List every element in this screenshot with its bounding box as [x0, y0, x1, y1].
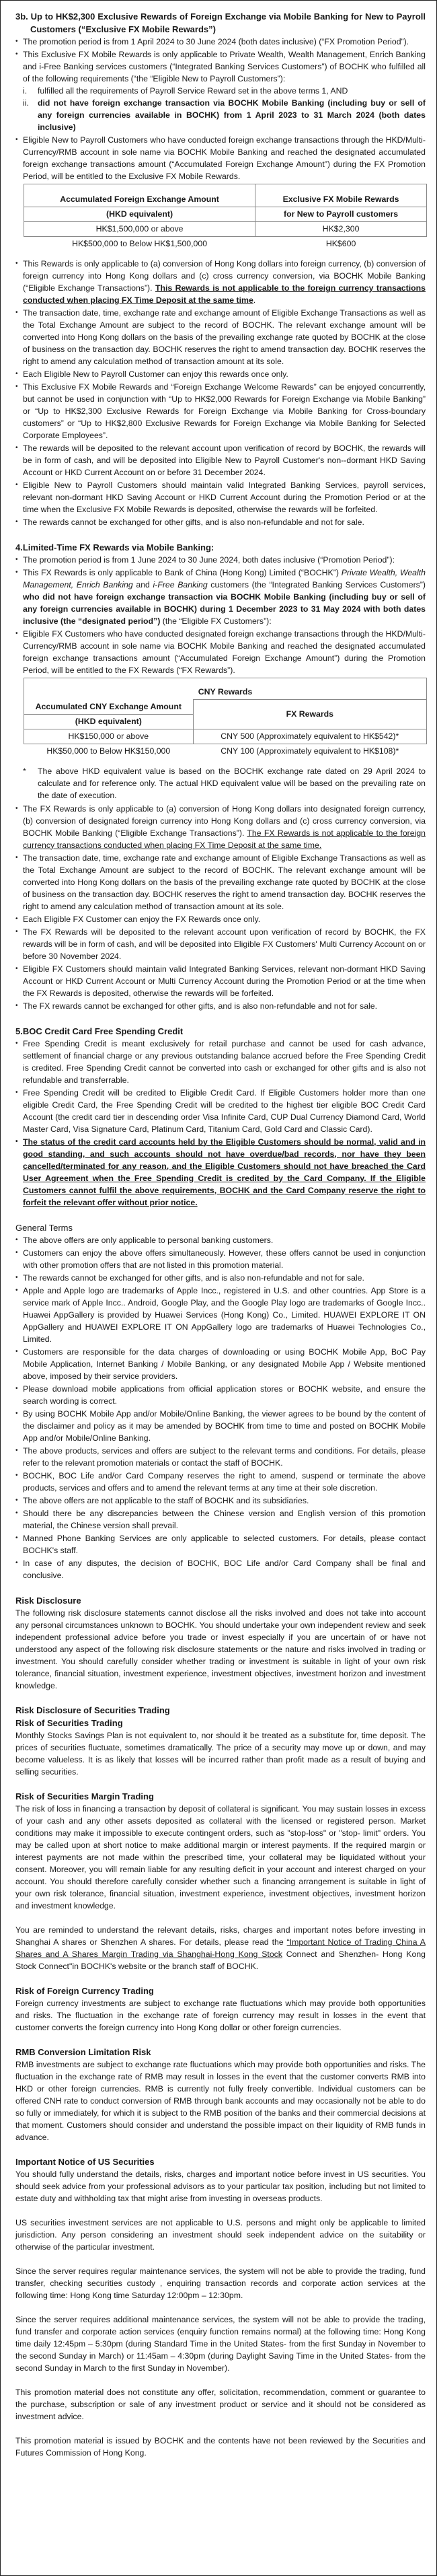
list-item: • Eligible FX Customers who have conducted designated foreign exchange transactions through the HKD/Multi-Currency/RMB account in sole name via BOCHK Mobile Banking and reached the designated accumulated foreign exchange transactions amount (“Accumulated Foreign Exchange Amount”) during the Promotion Period, will be entitled to the FX Rewards (“FX Rewards”).: [15, 628, 426, 676]
spacer: [15, 1209, 426, 1221]
list-item-text: (the “Eligible FX Customers”):: [160, 616, 272, 626]
list-item-text: This Exclusive FX Mobile Rewards is only applicable to Private Wealth, Wealth Management, Enrich Banking and i-Free Banking services customers (“Integrated Banking Services Customers”) of BOCHK who fulfilled all of the following requirements (“the “Eligible New to Payroll Customers”):: [23, 50, 426, 83]
table-cell-reward: HK$600: [325, 239, 356, 248]
section-3b-title: 3b. Up to HK$2,300 Exclusive Rewards of Foreign Exchange via Mobile Banking for New to Payroll Customers (“Exclusive FX Mobile Rewards”): [15, 11, 426, 34]
fx-risk-title: Risk of Foreign Currency Trading: [15, 1985, 154, 1996]
list-item: • Each Eligible New to Payroll Customer can enjoy this rewards once only.: [15, 368, 426, 380]
table-header-row: [24, 678, 427, 700]
spacer: [15, 2143, 426, 2155]
section-4-title: 4.Limited-Time FX Rewards via Mobile Banking:: [15, 542, 214, 552]
list-item: • The rewards cannot be exchanged for other gifts, and is also non-refundable and not for sale.: [15, 1272, 426, 1284]
section-3b-list: [15, 36, 426, 182]
spacer: [15, 1582, 426, 1594]
risk-disclosure: [15, 1594, 426, 1692]
list-item: [15, 803, 426, 851]
section-5: [15, 1025, 426, 1209]
list-item: • The rewards will be deposited to the relevant account upon verification of record by BOCHK, the rewards will be in form of cash, and will be deposited into Eligible New to Payroll Customer's non--dormant HKD Saving Account or HKD Current Account on or before 31 December 2024.: [15, 442, 426, 478]
fx-risk-body: Foreign currency investments are subject to exchange rate fluctuations which may provide both opportunities and risks. The fluctuation in the exchange rate of foreign currency may result in losses in the event that customer converts the foreign currency into Hong Kong dollar or other foreign currencies.: [15, 1998, 426, 2032]
list-item-text: and: [132, 580, 153, 589]
table-header-row: [24, 700, 427, 715]
spacer: [15, 2205, 426, 2217]
cny-rewards-table: [24, 678, 427, 758]
maintenance-notice-regular: Since the server requires regular maintenance services, the system will not be able to provide the trading, fund transfer, checking securities custody , enquiring transaction records and corporate action services at the following time: Hong Kong time Saturday 12:00pm – 12:30pm.: [15, 2266, 426, 2300]
china-a-shares-notice: [15, 1924, 426, 1972]
general-terms-title: General Terms: [15, 1222, 73, 1233]
general-terms-list: [15, 1234, 426, 1581]
table-cell-reward: CNY 100 (Approximately equivalent to HK$108)*: [221, 746, 399, 756]
notice-text: Connect and Shenzhen- Hong Kong Stock Connect"in BOCHK's website or the branch staff of BOCHK.: [15, 1949, 426, 1971]
table-cell-amount: HK$50,000 to Below HK$150,000: [46, 746, 171, 756]
table-cell-reward: CNY 500 (Approximately equivalent to HK$542)*: [193, 729, 426, 744]
list-item: • The FX rewards cannot be exchanged for other gifts, and is also non-refundable and not for sale.: [15, 1000, 426, 1012]
list-item: • Should there be any discrepancies between the Chinese version and English version of this promotion material, the Chinese version shall prevail.: [15, 1507, 426, 1532]
table-header-cell: Accumulated CNY Exchange Amount: [24, 700, 194, 715]
requirements-list: [23, 85, 426, 133]
spacer: [15, 2374, 426, 2386]
list-item: • Free Spending Credit will be credited to Eligible Credit Card. If Eligible Customers holder more than one eligible Credit Card, the Free Spending Credit will be credited to the highest tier eligible BOC Credit Card Account (the credit card tier in descending order Visa Infinite Card, CUP Dual Currency Diamond Card, World Master Card, Visa Signature Card, Platinum Card, Titanium Card, Gold Card and Classic Card).: [15, 1087, 426, 1135]
list-item: • The rewards cannot be exchanged for other gifts, and is also non-refundable and not for sale.: [15, 516, 426, 528]
securities-risk-subtitle: Risk of Securities Trading: [15, 1717, 123, 1728]
list-item-text: The FX Rewards is only applicable to (a) conversion of Hong Kong dollars into designated foreign currency, (b) conversion of designated foreign currency into Hong Kong dollars and (c) cross currency conversion, via BOCHK Mobile Banking (“Eligible Exchange Transactions”).: [23, 803, 426, 838]
list-item: • The above products, services and offers are subject to the relevant terms and conditions. For details, please refer to the relevant promotion materials or contact the staff of BOCHK.: [15, 1445, 426, 1469]
table-header-cell: (HKD equivalent): [24, 207, 255, 222]
table-cell-amount: HK$1,500,000 or above: [24, 222, 255, 237]
footnote: [23, 765, 426, 801]
notice-text: You are reminded to understand the relevant details, risks, charges and important notes before investing in Shanghai A shares or Shenzhen A shares. For details, please read the: [15, 1925, 426, 1947]
list-item: • Customers can enjoy the above offers simultaneously. However, these offers cannot be used in conjunction with other promotion offers that are not listed in this promotion material.: [15, 1247, 426, 1271]
important-notice-link[interactable]: “Important Notice of Trading China A Shares and A Shares Margin Trading via Shanghai-Hong Kong Stock: [15, 1937, 426, 1959]
rmb-risk-body: RMB investments are subject to exchange rate fluctuations which may provide both opportunities and risks. The fluctuation in the exchange rate of RMB may result in losses in the event that the customer converts RMB into HKD or other foreign currencies. RMB is currently not fully freely convertible. Individual customers can be offered CNH rate to conduct conversion of RMB through bank accounts and may occasionally not be able to do so fully or immediately, for which it is subject to the RMB position of the banks and their commercial decisions at that moment. Customers should consider and understand the possible impact on their liquidity of RMB funds in advance.: [15, 2059, 426, 2142]
table-header-row: [24, 184, 427, 207]
list-item: • Customers are responsible for the data charges of downloading or using BOCHK Mobile App, BoC Pay Mobile Application, Internet Banking / Mobile Banking, or any designated Mobile App / Website mentioned above, imposed by their service providers.: [15, 1346, 426, 1382]
spacer: [15, 2034, 426, 2046]
list-item: • The transaction date, time, exchange rate and exchange amount of Eligible Exchange Transactions as well as the Total Exchange Amount are subject to the record of BOCHK. The relevant exchange amount will be converted into Hong Kong dollars on the basis of the prevailing exchange rate quoted by BOCHK at the close of business on the transaction day. BOCHK reserves the right to amend transaction day. BOCHK reserves the right to amend any calculation method of transaction amount at its sole.: [15, 852, 426, 913]
section-4-list: [15, 554, 426, 676]
maintenance-notice-additional: Since the server requires additional maintenance services, the system will not be able to provide the trading, fund transfer and corporate action services (enquiry function remains normal) at the following time: Hong Kong time daily 12:45pm – 5:30pm (during Standard Time in the United States- from the first Sunday in November to the second Sunday in March) or 11:45am – 4:30pm (during Daylight Saving Time in the United States- from the second Sunday in March to the first Sunday in November).: [15, 2314, 426, 2373]
requirement-ii: [23, 97, 426, 133]
requirement-text: did not have foreign exchange transaction via BOCHK Mobile Banking (including buy or sell of any foreign currencies available in BOCHK) from 1 April 2023 to 31 March 2024 (both dates inclusive): [38, 98, 426, 132]
us-securities-notice: [15, 2155, 426, 2459]
requirement-number: i.: [23, 86, 28, 96]
table-header-cell: (HKD equivalent): [24, 714, 194, 729]
list-item: • Apple and Apple logo are trademarks of Apple Incc., registered in U.S. and other countries. App Store is a service mark of Apple Incc.. Android, Google Play, and the Google Play logo are trademarks of Google Incc.. Huawei AppGallery is provided by Huawei Services (Hong Kong) Co., Limited. HUAWEI EXPLORE IT ON AppGallery and HUAWEI EXPLORE IT ON AppGallery logo are trademarks of Huawei Technologies Co., Limited.: [15, 1285, 426, 1345]
requirement-number: ii.: [23, 98, 29, 108]
requirement-text: fulfilled all the requirements of Payroll Service Reward set in the above terms 1, AND: [38, 86, 348, 96]
margin-risk-body: The risk of loss in financing a transaction by deposit of collateral is significant. You may sustain losses in excess of your cash and any other assets deposited as collateral with the licensed or registered person. Market conditions may make it impossible to execute contingent orders, such as "stop-loss" or "stop- limit" orders. You may be called upon at short notice to make additional margin or interest payments. If the required margin or interest payments are not made within the prescribed time, your collateral may be liquidated without your consent. Moreover, you will remain liable for any resulting deficit in your account and interest charged on your account. You should therefore carefully consider whether such a financing arrangement is suitable in light of your own risk tolerance, financial situation, investment experience, investment objectives, investment horizon and investment knowledge.: [15, 1803, 426, 1910]
list-item: • In case of any disputes, the decision of BOCHK, BOC Life and/or Card Company shall be final and conclusive.: [15, 1557, 426, 1581]
spacer: [15, 1013, 426, 1025]
list-item-italic: Private Wealth, Wealth Management, Enrich Banking: [23, 568, 426, 589]
spacer: [15, 1778, 426, 1790]
securities-risk: [15, 1704, 426, 1778]
spacer: [15, 2253, 426, 2265]
footnote-mark: *: [23, 766, 26, 776]
section-4-list-2: [15, 803, 426, 1012]
margin-risk: [15, 1790, 426, 1912]
list-item-text: This Rewards is only applicable to (a) conversion of Hong Kong dollars into foreign currency, (b) conversion of foreign currency into Hong Kong dollars and (c) cross currency conversion, via BOCHK Mobile Banking (“Eligible Exchange Transactions”).: [23, 259, 426, 293]
table-header-row: [24, 207, 427, 222]
table-cell-reward: HK$2,300: [255, 222, 427, 237]
not-an-offer-disclaimer: This promotion material does not constitute any offer, solicitation, recommendation, comment or guarantee to the purchase, subscription or sale of any investment product or service and it should not be considered as investment advice.: [15, 2387, 426, 2421]
table-header-cell: for New to Payroll customers: [255, 207, 427, 222]
list-item: [15, 258, 426, 306]
list-item: [15, 48, 426, 133]
margin-risk-title: Risk of Securities Margin Trading: [15, 1791, 154, 1801]
list-item-italic: i-Free Banking: [153, 580, 208, 589]
list-item: • Free Spending Credit is meant exclusively for retail purchase and cannot be used for cash advance, settlement of financial charge or any previous outstanding balance accrued before the Free Spending Credit is credited. Free Spending Credit cannot be converted into cash or exchanged for other gifts and is also not refundable and transferrable.: [15, 1038, 426, 1086]
us-securities-title: Important Notice of US Securities: [15, 2156, 155, 2167]
table-header-cell: Exclusive FX Mobile Rewards: [255, 184, 427, 207]
table-header-cell: FX Rewards: [193, 700, 426, 729]
section-4: [15, 541, 426, 1012]
list-item: • The promotion period is from 1 June 2024 to 30 June 2024, both dates inclusive (“Promotion Period”):: [15, 554, 426, 566]
list-item: • The above offers are not applicable to the staff of BOCHK and its subsidiaries.: [15, 1495, 426, 1507]
requirement-i: [23, 85, 426, 97]
section-3b-list-2: [15, 258, 426, 528]
table-cell-amount: HK$150,000 or above: [24, 729, 194, 744]
securities-risk-body: Monthly Stocks Savings Plan is not equivalent to, nor should it be treated as a substitute for, time deposit. The prices of securities fluctuate, sometimes dramatically. The price of a security may move up or down, and may become valueless. It is as likely that losses will be incurred rather than profit made as a result of buying and selling securities.: [15, 1730, 426, 1777]
table-row: [24, 237, 427, 252]
list-item: [15, 567, 426, 627]
fx-mobile-rewards-table: [24, 184, 427, 251]
spacer: [15, 1692, 426, 1704]
list-item: • Eligible New to Payroll Customers who have conducted foreign exchange transactions through the HKD/Multi-Currency/RMB account in sole name via BOCHK Mobile Banking and reached the designated accumulated foreign exchange transactions amount (“Accumulated Foreign Exchange Amount”) during the FX Promotion Period, will be entitled to the Exclusive FX Mobile Rewards.: [15, 134, 426, 182]
risk-disclosure-body: The following risk disclosure statements cannot disclose all the risks involved and does not take into account any personal circumstances unknown to BOCHK. You should undertake your own independent review and seek independent professional advice before you trade or invest especially if you are uncertain of or have not understood any aspect of the following risk disclosure statements or the nature and risks involved in trading or investment. You should carefully consider whether trading or investment is suitable in light of your own risk tolerance, financial situation, investment experience, investment objectives, investment horizon and investment knowledge.: [15, 1608, 426, 1690]
list-item: • The above offers are only applicable to personal banking customers.: [15, 1234, 426, 1246]
list-item: • The promotion period is from 1 April 2024 to 30 June 2024 (both dates inclusive) (“FX Promotion Period”).: [15, 36, 426, 48]
securities-risk-title: Risk Disclosure of Securities Trading: [15, 1705, 170, 1715]
general-terms: [15, 1221, 426, 1581]
issuer-disclaimer: This promotion material is issued by BOCHK and the contents have not been reviewed by the Securities and Futures Commission of Hong Kong.: [15, 2435, 426, 2458]
list-item: • Eligible FX Customers should maintain valid Integrated Banking Services, relevant non-dormant HKD Saving Account or HKD Current Account or Multi Currency Account during the Promotion Period or at the time when the FX Rewards is deposited, otherwise the rewards will be forfeited.: [15, 963, 426, 999]
table-row: [24, 222, 427, 237]
footnote-text: The above HKD equivalent value is based on the BOCHK exchange rate dated on 29 April 2024 to calculate and for reference only. The actual HKD equivalent value will be based on the prevailing rate on the date of execution.: [38, 766, 426, 800]
fx-risk: [15, 1984, 426, 2034]
section-3b: [15, 10, 426, 528]
list-item-text: customers (the “Integrated Banking Services Customers”): [207, 580, 426, 589]
list-item: • The status of the credit card accounts held by the Eligible Customers should be normal, valid and in good standing, and such accounts should not have overdue/bad records, nor have they been cancelled/terminated for any reason, and the Eligible Customers should not have breached the Card User Agreement when the Free Spending Credit is credited by the Card Company. If the Eligible Customers cannot fulfil the above requirements, BOCHK and the Card Company reserve the right to forfeit the relevant offer without prior notice.: [15, 1136, 426, 1209]
list-item: • Eligible New to Payroll Customers should maintain valid Integrated Banking Services, payroll services, relevant non-dormant HKD Saving Account or HKD Current Account during the Promotion Period or at the time when the Exclusive FX Mobile Rewards is deposited, otherwise the rewards will be forfeited.: [15, 479, 426, 515]
spacer: [15, 1912, 426, 1924]
list-item: • The transaction date, time, exchange rate and exchange amount of Eligible Exchange Transactions as well as the Total Exchange Amount are subject to the record of BOCHK. The relevant exchange amount will be converted into Hong Kong dollars on the basis of the prevailing exchange rate quoted by BOCHK at the close of business on the transaction day. BOCHK reserves the right to amend transaction day. BOCHK reserves the right to amend any calculation method of transaction amount at its sole.: [15, 307, 426, 367]
list-item: • By using BOCHK Mobile App and/or Mobile/Online Banking, the viewer agrees to be bound by the content of the disclaimer and policy as it may be amended by BOCHK from time to time and posted on BOCHK Mobile App and/or Mobile/Online Banking.: [15, 1408, 426, 1444]
list-item: • The FX Rewards will be deposited to the relevant account upon verification of record by BOCHK, the FX rewards will be in form of cash, and will be deposited into Eligible FX Customers' Multi Currency Account on or before 30 November 2024.: [15, 926, 426, 962]
rmb-risk: [15, 2046, 426, 2143]
table-row: [24, 729, 427, 744]
table-group-header: CNY Rewards: [24, 678, 427, 700]
list-item-emphasis: This Rewards is not applicable to the foreign currency transactions conducted when placing FX Time Deposit at the same time: [23, 283, 426, 305]
list-item-underline: The FX Rewards is not applicable to the foreign currency transactions conducted when placing FX Time Deposit at the same time.: [23, 828, 426, 850]
spacer: [15, 1972, 426, 1984]
list-item: • This Exclusive FX Mobile Rewards and “Foreign Exchange Welcome Rewards” can be enjoyed concurrently, but cannot be used in conjunction with “Up to HK$2,000 Rewards for Foreign Exchange via Mobile Banking” or “Up to HK$2,300 Exclusive Rewards for Foreign Exchange via Mobile Banking for Cross-boundary customers” or “Up to HK$2,800 Exclusive Rewards for Foreign Exchange via Mobile Banking for Selected Corporate Employees”.: [15, 381, 426, 441]
table-cell-amount: HK$500,000 to Below HK$1,500,000: [72, 239, 208, 248]
list-item: • Each Eligible FX Customer can enjoy the FX Rewards once only.: [15, 913, 426, 925]
list-item-emphasis: who did not have foreign exchange transaction via BOCHK Mobile Banking (including buy or sell of any foreign currencies available in BOCHK) during 1 December 2023 to 31 May 2024 with both dates inclusive (the “designated period”): [23, 592, 426, 626]
rmb-risk-title: RMB Conversion Limitation Risk: [15, 2046, 151, 2057]
us-securities-p1: You should fully understand the details, risks, charges and important notice before invest in US securities. You should seek advice from your professional advisors as to your particular tax position, including but not limited to estate duty and withholding tax that might arise from investing in overseas products.: [15, 2169, 426, 2203]
list-item-text: .: [253, 295, 256, 305]
section-5-list: [15, 1038, 426, 1209]
section-5-title: 5.BOC Credit Card Free Spending Credit: [15, 1026, 184, 1036]
us-securities-p2: US securities investment services are not applicable to U.S. persons and might only be applicable to limited jurisdiction. Any person considering an investment should seek independent advice on the suitability or otherwise of the particular investment.: [15, 2217, 426, 2252]
table-row: [24, 744, 427, 758]
spacer: [15, 2423, 426, 2435]
risk-disclosure-title: Risk Disclosure: [15, 1595, 81, 1606]
list-item: • BOCHK, BOC Life and/or Card Company reserves the right to amend, suspend or terminate the above products, services and offers and to amend the relevant terms at any time at their sole discretion.: [15, 1470, 426, 1494]
list-item: • Please download mobile applications from official application stores or BOCHK website, and ensure the search wording is correct.: [15, 1383, 426, 1407]
table-header-cell: Accumulated Foreign Exchange Amount: [24, 184, 255, 207]
spacer: [15, 529, 426, 541]
spacer: [15, 2301, 426, 2314]
list-item-text: This FX Rewards is only applicable to Bank of China (Hong Kong) Limited (“BOCHK”): [23, 568, 342, 577]
list-item: • Manned Phone Banking Services are only applicable to selected customers. For details, please contact BOCHK's staff.: [15, 1532, 426, 1557]
